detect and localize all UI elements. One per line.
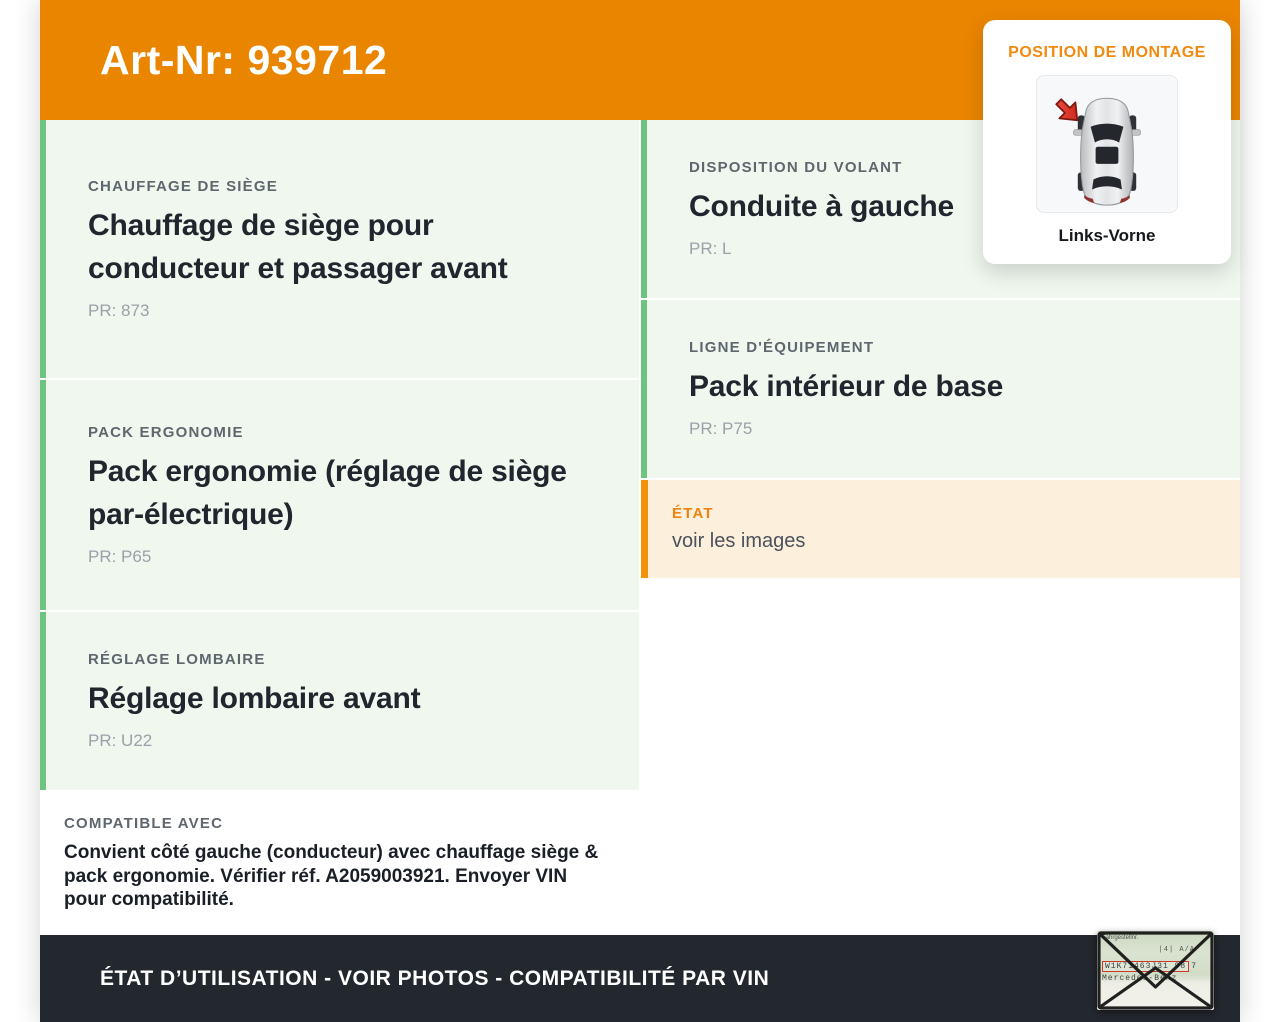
vin-highlight-box: W1K71463J31 98 <box>1102 961 1189 972</box>
spec-label: CHAUFFAGE DE SIÈGE <box>88 177 278 195</box>
vin-brand-text: Mercedes-Benz <box>1102 974 1178 983</box>
compatible-card <box>40 792 639 935</box>
spec-pr-code: PR: L <box>689 239 732 258</box>
etat-label: ÉTAT <box>672 505 714 522</box>
spec-title: Conduite à gauche <box>689 190 954 223</box>
spec-card-equipement <box>641 300 1240 478</box>
etat-card <box>641 480 1240 578</box>
spec-title: Pack ergonomie (réglage de siège par-électrique) <box>88 454 567 531</box>
spec-pr-code: PR: U22 <box>88 731 153 750</box>
spec-label: LIGNE D'ÉQUIPEMENT <box>689 339 875 356</box>
article-number-title: Art-Nr: 939712 <box>100 36 388 83</box>
spec-card-ergonomie <box>40 380 639 610</box>
vin-field-label: Fahrgestellnr. <box>1102 935 1139 941</box>
spec-pr-code: PR: 873 <box>88 300 150 320</box>
spec-pr-code: PR: P75 <box>689 419 753 438</box>
spec-pr-code: PR: P65 <box>88 546 152 566</box>
direction-arrow-icon <box>1047 90 1089 132</box>
spec-label: DISPOSITION DU VOLANT <box>689 159 903 176</box>
listing-page <box>40 0 1240 1022</box>
spec-label: PACK ERGONOMIE <box>88 423 244 441</box>
spec-card-chauffage <box>40 120 639 378</box>
footer-text: ÉTAT D’UTILISATION - VOIR PHOTOS - COMPATIBILITÉ PAR VIN <box>100 966 770 990</box>
spec-title: Réglage lombaire avant <box>88 682 421 715</box>
vin-document-image <box>1097 931 1214 1010</box>
envelope-icon <box>1097 931 1214 1010</box>
mounting-position-image <box>1036 75 1178 213</box>
etat-text: voir les images <box>672 530 806 552</box>
spec-label: RÉGLAGE LOMBAIRE <box>88 651 266 668</box>
spec-title: Chauffage de siège pour conducteur et passager avant <box>88 208 508 285</box>
spec-card-lombaire <box>40 612 639 790</box>
page-footer <box>40 935 1240 1022</box>
vin-suffix: 7 <box>1191 962 1197 971</box>
compatible-label: COMPATIBLE AVEC <box>64 815 224 833</box>
left-column <box>40 120 639 935</box>
compatible-text: Convient côté gauche (conducteur) avec chauffage siège & pack ergonomie. Vérifier réf. A2059003921. Envoyer VIN pour compatibilité. <box>64 842 599 911</box>
mounting-position-caption: Links-Vorne <box>1058 226 1156 245</box>
vin-row-note: |4| A/A <box>1158 946 1195 954</box>
spec-title: Pack intérieur de base <box>689 370 1004 403</box>
mounting-position-card <box>983 20 1231 264</box>
mounting-position-label: POSITION DE MONTAGE <box>1008 44 1206 61</box>
